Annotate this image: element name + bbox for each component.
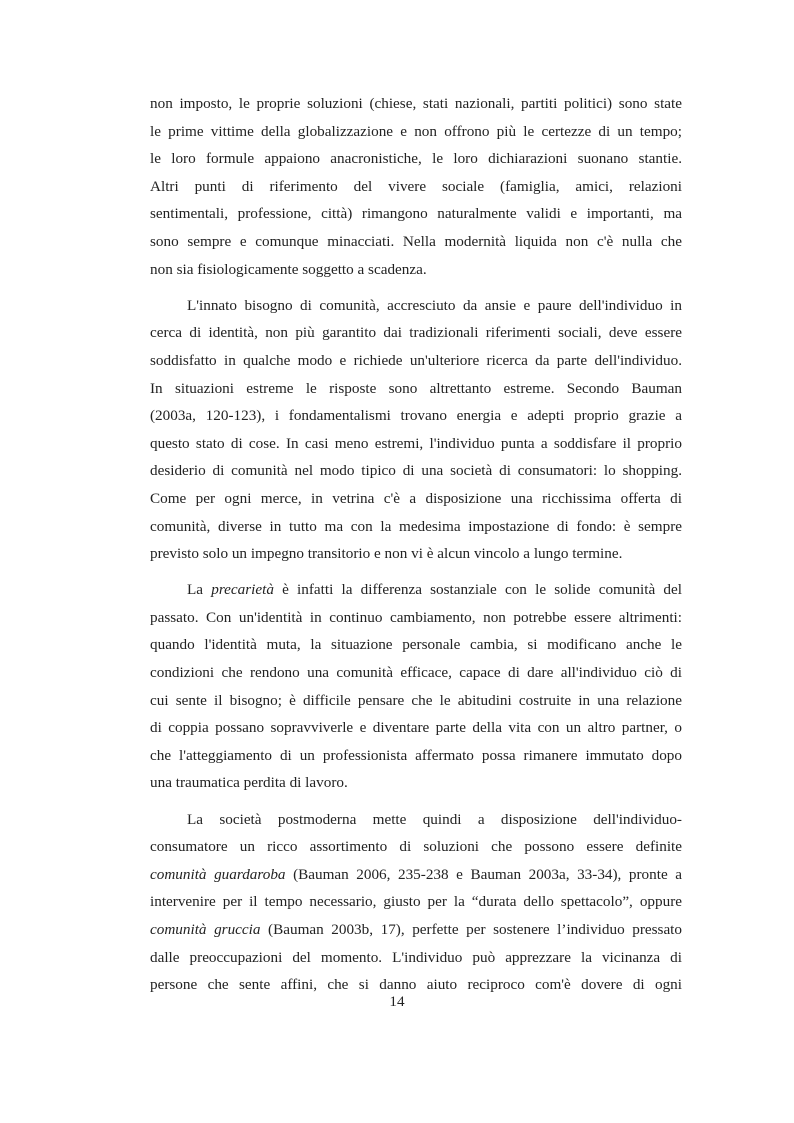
- text-line: non sia fisiologicamente soggetto a scadenza.: [150, 260, 427, 278]
- text-line: quando l'identità muta, la situazione personale cambia, si modificano anche le: [150, 636, 682, 654]
- text-line: In situazioni estreme le risposte sono altrettanto estreme. Secondo Bauman: [150, 379, 682, 397]
- text-line: soddisfatto in qualche modo e richiede un'ulteriore ricerca da parte dell'individuo.: [150, 351, 682, 369]
- emphasis-text: comunità gruccia: [150, 921, 261, 938]
- text-line: le loro formule appaiono anacronistiche, le loro dichiarazioni suonano stantie.: [150, 150, 682, 168]
- emphasis-text: precarietà: [211, 581, 274, 599]
- emphasis-text: comunità guardaroba: [150, 865, 286, 883]
- text-line: intervenire per il tempo necessario, giusto per la “durata dello spettacolo”, oppure: [150, 893, 682, 911]
- text-line: dalle preoccupazioni del momento. L'individuo può apprezzare la vicinanza di: [150, 948, 682, 966]
- text-line: La precarietà è infatti la differenza sostanziale con le solide comunità del: [187, 581, 682, 599]
- page-number: 14: [389, 993, 405, 1010]
- text-line: questo stato di cose. In casi meno estremi, l'individuo punta a soddisfare il proprio: [150, 434, 682, 452]
- text-line: comunità gruccia (Bauman 2003b, 17), perfette per sostenere l’individuo pressato: [150, 921, 682, 938]
- text-line: una traumatica perdita di lavoro.: [150, 774, 348, 792]
- text-line: sono sempre e comunque minacciati. Nella modernità liquida non c'è nulla che: [150, 232, 682, 250]
- text-line: Come per ogni merce, in vetrina c'è a disposizione una ricchissima offerta di: [150, 489, 682, 507]
- text-line: previsto solo un impegno transitorio e non vi è alcun vincolo a lungo termine.: [150, 545, 623, 563]
- text-line: Altri punti di riferimento del vivere sociale (famiglia, amici, relazioni: [150, 177, 682, 195]
- text-line: che l'atteggiamento di un professionista affermato possa rimanere immutato dopo: [150, 746, 682, 764]
- text-line: cerca di identità, non più garantito dai tradizionali riferimenti sociali, deve essere: [150, 324, 682, 342]
- text-line: non imposto, le proprie soluzioni (chiese, stati nazionali, partiti politici) sono state: [150, 95, 682, 112]
- text-line: passato. Con un'identità in continuo cambiamento, non potrebbe essere altrimenti:: [150, 608, 682, 626]
- text-line: le prime vittime della globalizzazione e non offrono più le certezze di un tempo;: [150, 122, 682, 140]
- text-line: consumatore un ricco assortimento di soluzioni che possono essere definite: [150, 838, 682, 856]
- text-line: sentimentali, professione, città) rimangono naturalmente validi e importanti, ma: [150, 205, 682, 223]
- text-line: cui sente il bisogno; è difficile pensare che le abitudini costruite in una relazione: [150, 691, 682, 709]
- text-line: comunità, diverse in tutto ma con la medesima impostazione di fondo: è sempre: [150, 517, 682, 535]
- text-line: condizioni che rendono una comunità efficace, capace di dare all'individuo ciò di: [150, 664, 682, 682]
- body-text: [150, 90, 682, 999]
- text-line: L'innato bisogno di comunità, accresciuto da ansie e paure dell'individuo in: [187, 296, 682, 314]
- text-line: La società postmoderna mette quindi a disposizione dell'individuo-: [187, 810, 682, 828]
- text-line: comunità guardaroba (Bauman 2006, 235-238 e Bauman 2003a, 33-34), pronte a: [150, 865, 682, 883]
- text-line: (2003a, 120-123), i fondamentalismi trovano energia e adepti proprio grazie a: [150, 407, 682, 425]
- text-line: desiderio di comunità nel modo tipico di una società di consumatori: lo shopping.: [150, 462, 682, 480]
- text-line: di coppia possano sopravviverle e diventare parte della vita con un altro partner, o: [150, 719, 682, 737]
- text-line: persone che sente affini, che si danno aiuto reciproco com'è dovere di ogni: [150, 976, 682, 994]
